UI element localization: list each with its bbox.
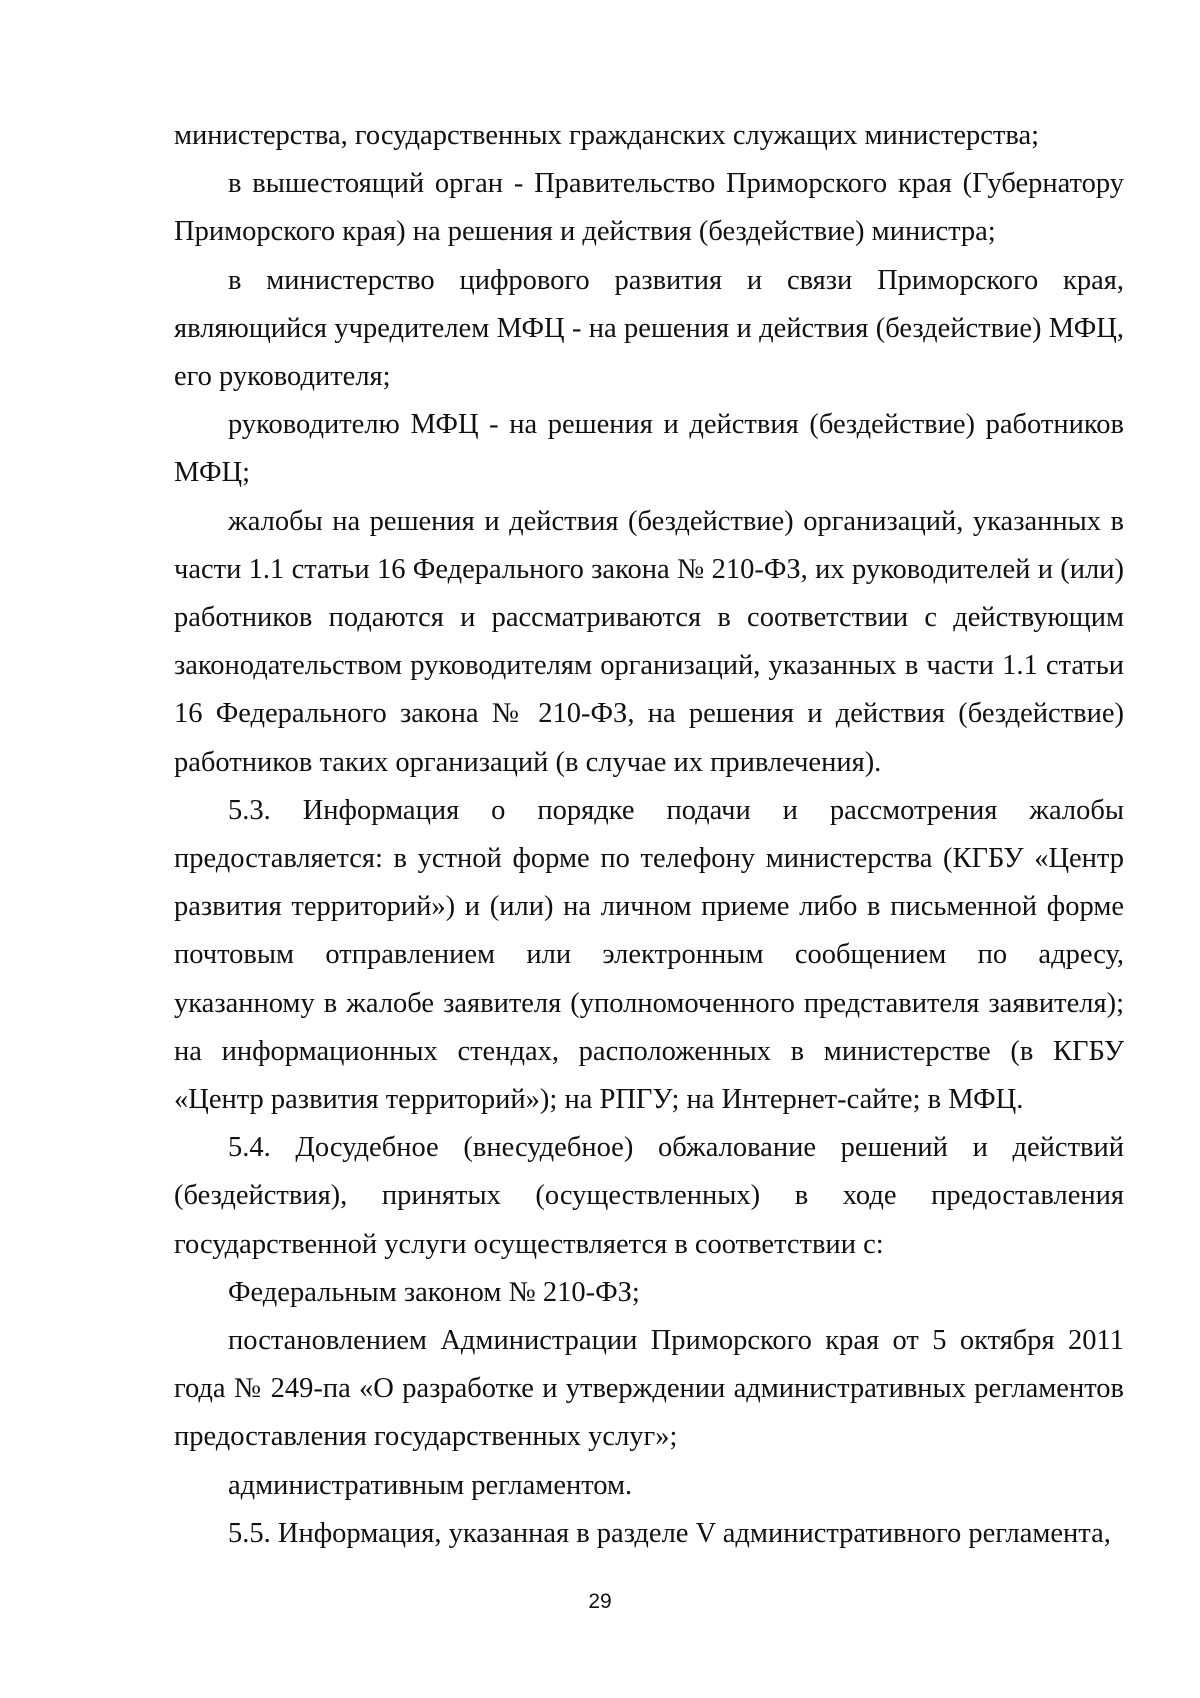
paragraph-regulation: административным регламентом. [228,1469,633,1501]
page-number: 29 [588,1590,612,1613]
paragraph-organizations-complaints: жалобы на решения и действия (бездействие) организаций, указанных в части 1.1 статьи 16 Федерального закона № 210-ФЗ, их руководителей и (или) работников подаются и рассматриваются в соответствии с действующим законодательством руководителям организаций, указанных в части 1.1 статьи 16 Федерального закона № 210-ФЗ, на решения и действия (бездействие) работников таких организаций (в случае их привлечения). [174,505,1124,778]
paragraph-continuation: министерства, государственных гражданских служащих министерства; [174,120,1040,151]
paragraph-5-4: 5.4. Досудебное (внесудебное) обжалование решений и действий (бездействия), принятых (осуществленных) в ходе предоставления государственной услуги осуществляется в соответствии с: [174,1132,1124,1260]
paragraph-mfc-head: руководителю МФЦ - на решения и действия (бездействие) работников МФЦ; [174,409,1124,489]
paragraph-5-3: 5.3. Информация о порядке подачи и рассмотрения жалобы предоставляется: в устной форме по телефону министерства (КГБУ «Центр развития территорий») и (или) на личном приеме либо в письменной форме почтовым отправлением или электронным сообщением по адресу, указанному в жалобе заявителя (уполномоченного представителя заявителя); на информационных стендах, расположенных в министерстве (в КГБУ «Центр развития территорий»); на РПГУ; на Интернет-сайте; в МФЦ. [174,794,1124,1116]
paragraph-higher-authority: в вышестоящий орган - Правительство Приморского края (Губернатору Приморского края) на решения и действия (бездействие) министра; [174,168,1124,248]
paragraph-5-5: 5.5. Информация, указанная в разделе V административного регламента, [228,1517,1111,1549]
paragraph-digital-ministry: в министерство цифрового развития и связи Приморского края, являющийся учредителем МФЦ - на решения и действия (бездействие) МФЦ, его руководителя; [174,264,1124,393]
document-body [174,112,1124,1558]
paragraph-resolution: постановлением Администрации Приморского края от 5 октября 2011 года № 249-па «О разработке и утверждении административных регламентов предоставления государственных услуг»; [174,1325,1124,1453]
paragraph-federal-law: Федеральным законом № 210-ФЗ; [228,1276,640,1308]
